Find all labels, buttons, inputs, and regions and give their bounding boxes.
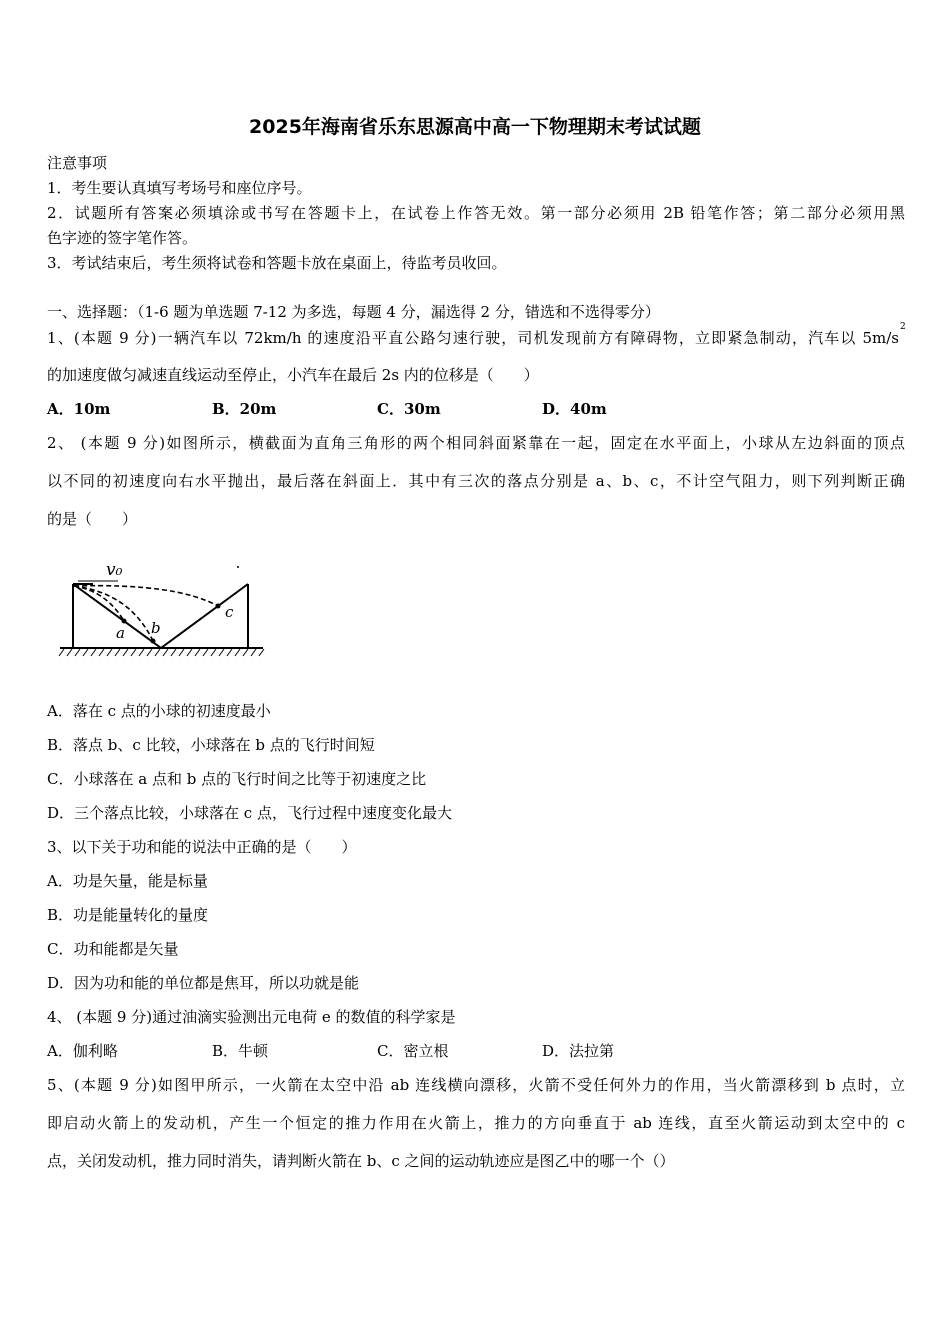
v0-label: v₀: [106, 560, 123, 580]
q4-option-c[interactable]: C．密立根: [377, 1042, 449, 1060]
c-label: c: [225, 603, 234, 621]
q2-option-d[interactable]: D．三个落点比较，小球落在 c 点，飞行过程中速度变化最大: [47, 804, 452, 822]
q1-superscript: 2: [900, 322, 906, 332]
point-b-marker: [151, 639, 156, 644]
q2-option-c[interactable]: C．小球落在 a 点和 b 点的飞行时间之比等于初速度之比: [47, 770, 427, 788]
notes-item: 2．试题所有答案必须填涂或书写在答题卡上，在试卷上作答无效。第一部分必须用 2B 铅笔作答；第二部分必须用黑: [47, 204, 905, 222]
notes-item: 3．考试结束后，考生须将试卷和答题卡放在桌面上，待监考员收回。: [47, 254, 507, 272]
point-c-marker: [216, 604, 221, 609]
point-a-marker: [122, 619, 127, 624]
a-label: a: [116, 624, 125, 642]
q2-option-b[interactable]: B．落点 b、c 比较，小球落在 b 点的飞行时间短: [47, 736, 375, 754]
q4-option-d[interactable]: D．法拉第: [542, 1042, 615, 1060]
q1-stem-line1: 1、(本题 9 分)一辆汽车以 72km/h 的速度沿平直公路匀速行驶，司机发现前方有障碍物，立即紧急制动，汽车以 5m/s: [47, 329, 899, 347]
incline-figure: [58, 555, 268, 660]
section-heading: 一、选择题：（1-6 题为单选题 7-12 为多选，每题 4 分，漏选得 2 分，错选和不选得零分）: [47, 303, 660, 321]
q1-stem-line2: 的加速度做匀减速直线运动至停止，小汽车在最后 2s 内的位移是（ ）: [47, 366, 539, 384]
q2-option-a[interactable]: A．落在 c 点的小球的初速度最小: [47, 702, 271, 720]
notes-item: 色字迹的签字笔作答。: [47, 229, 198, 247]
q3-option-c[interactable]: C．功和能都是矢量: [47, 940, 179, 958]
q3-stem: 3、以下关于功和能的说法中正确的是（ ）: [47, 838, 357, 856]
q1-option-c[interactable]: C．30m: [377, 400, 441, 418]
q5-stem-line2: 即启动火箭上的发动机，产生一个恒定的推力作用在火箭上，推力的方向垂直于 ab 连线，直至火箭运动到太空中的 c: [47, 1114, 905, 1132]
q3-option-d[interactable]: D．因为功和能的单位都是焦耳，所以功就是能: [47, 974, 360, 992]
q1-option-a[interactable]: A．10m: [47, 400, 111, 418]
q1-option-b[interactable]: B．20m: [212, 400, 277, 418]
q4-stem: 4、 (本题 9 分)通过油滴实验测出元电荷 e 的数值的科学家是: [47, 1008, 456, 1026]
q1-option-d[interactable]: D．40m: [542, 400, 607, 418]
b-label: b: [151, 619, 161, 637]
q3-option-a[interactable]: A．功是矢量，能是标量: [47, 872, 208, 890]
q2-stem-line3: 的是（ ）: [47, 510, 138, 528]
q4-option-a[interactable]: A．伽利略: [47, 1042, 118, 1060]
q2-stem-line1: 2、 (本题 9 分)如图所示，横截面为直角三角形的两个相同斜面紧靠在一起，固定在水平面上，小球从左边斜面的顶点: [47, 434, 905, 452]
notes-item: 1．考生要认真填写考场号和座位序号。: [47, 179, 312, 197]
q2-stem-line2: 以不同的初速度向右水平抛出，最后落在斜面上．其中有三次的落点分别是 a、b、c，不计空气阻力，则下列判断正确: [47, 472, 905, 490]
q5-stem-line1: 5、(本题 9 分)如图甲所示，一火箭在太空中沿 ab 连线横向漂移，火箭不受任何外力的作用，当火箭漂移到 b 点时，立: [47, 1076, 905, 1094]
notes-heading: 注意事项: [47, 154, 108, 172]
q4-option-b[interactable]: B．牛顿: [212, 1042, 269, 1060]
q5-stem-line3: 点，关闭发动机，推力同时消失，请判断火箭在 b、c 之间的运动轨迹应是图乙中的哪一个（）: [47, 1152, 675, 1170]
q3-option-b[interactable]: B．功是能量转化的量度: [47, 906, 209, 924]
page-title: 2025年海南省乐东思源高中高一下物理期末考试试题: [249, 116, 701, 138]
